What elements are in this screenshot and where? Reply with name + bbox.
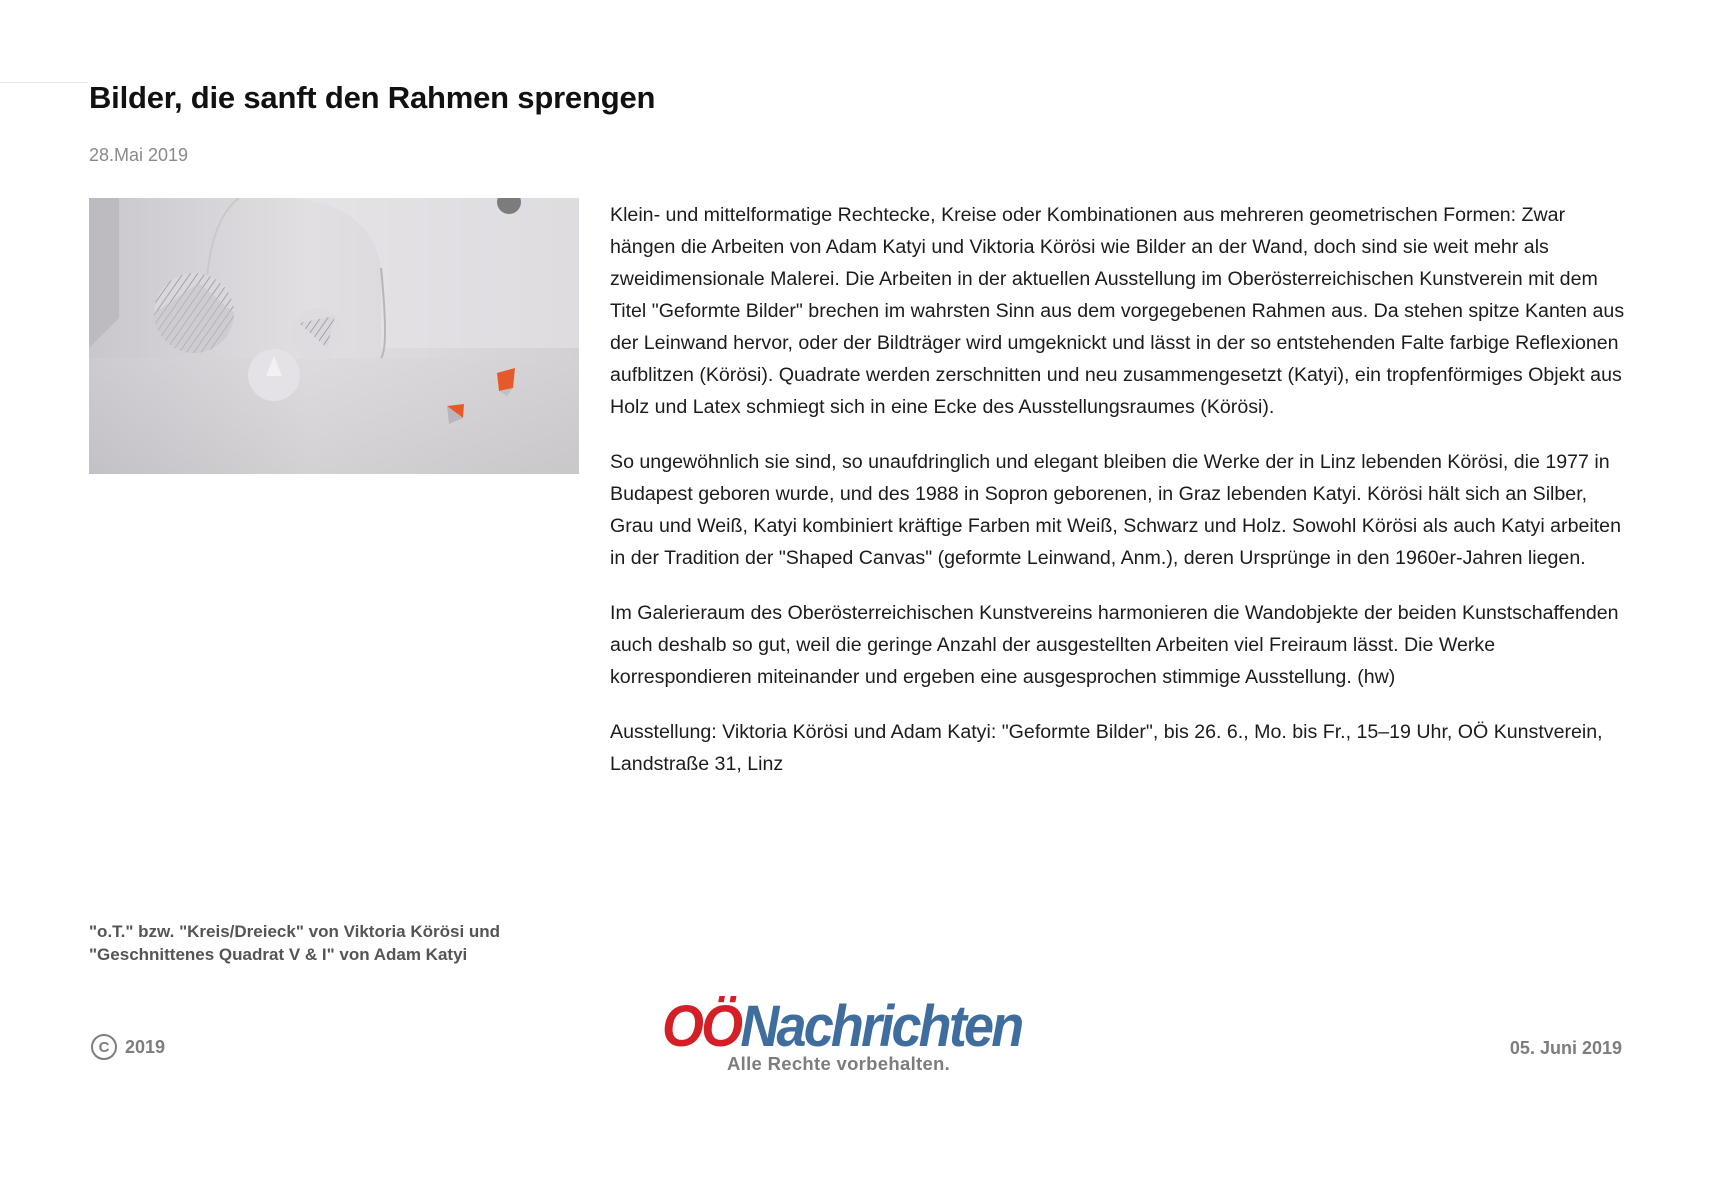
article-paragraph: So ungewöhnlich sie sind, so unaufdringlich und elegant bleiben die Werke der in Linz lebenden Körösi, die 1977 in Budapest geboren wurde, und des 1988 in Sopron geborenen, in Graz lebenden Katyi. Körösi hält sich an Silber, Grau und Weiß, Katyi kombiniert kräftige Farben mit Weiß, Schwarz und Holz. Sowohl Körösi als auch Katyi arbeiten in der Tradition der "Shaped Canvas" (geformte Leinwand, Anm.), deren Ursprünge in den 1960er-Jahren liegen. (610, 451, 1621, 569)
logo-nachrichten: Nachrichten (740, 994, 1022, 1059)
exhibition-info: Ausstellung: Viktoria Körösi und Adam Katyi: "Geformte Bilder", bis 26. 6., Mo. bis Fr., 15–19 Uhr, OÖ Kunstverein, Landstraße 31, Linz (610, 721, 1603, 775)
print-date: 05. Juni 2019 (1509, 1038, 1622, 1058)
top-divider (0, 82, 88, 83)
rights-reserved: Alle Rechte vorbehalten. (727, 1053, 951, 1074)
copyright-year: 2019 (125, 1036, 166, 1057)
copyright-icon: C (91, 1034, 117, 1060)
copyright-notice (91, 1034, 165, 1060)
logo-oo: OÖ (662, 994, 741, 1059)
logo-wordmark (662, 995, 1021, 1059)
article-date: 28.Mai 2019 (89, 145, 189, 165)
exhibition-photo (89, 198, 579, 474)
article-body (610, 199, 1630, 803)
photo-caption: "o.T." bzw. "Kreis/Dreieck" von Viktoria Körösi und "Geschnittenes Quadrat V & I" von Adam Katyi (89, 922, 501, 964)
article-paragraph: Klein- und mittelformatige Rechtecke, Kreise oder Kombinationen aus mehreren geometrischen Formen: Zwar hängen die Arbeiten von Adam Katyi und Viktoria Körösi wie Bilder an der Wand, doch sind sie weit mehr als zweidimensionale Malerei. Die Arbeiten in der aktuellen Ausstellung im Oberösterreichischen Kunstverein mit dem Titel "Geformte Bilder" brechen im wahrsten Sinn aus dem vorgegebenen Rahmen aus. Da stehen spitze Kanten aus der Leinwand hervor, oder der Bildträger wird umgeknickt und lässt in der so entstehenden Falte farbige Reflexionen aufblitzen (Körösi). Quadrate werden zerschnitten und neu zusammengesetzt (Katyi), ein tropfenförmiges Objekt aus Holz und Latex schmiegt sich in eine Ecke des Ausstellungsraumes (Körösi). (610, 204, 1625, 418)
article-paragraph: Im Galerieraum des Oberösterreichischen Kunstvereins harmonieren die Wandobjekte der beiden Kunstschaffenden auch deshalb so gut, weil die geringe Anzahl der ausgestellten Arbeiten viel Freiraum lässt. Die Werke korrespondieren miteinander und ergeben eine ausgesprochen stimmige Ausstellung. (hw) (610, 602, 1619, 688)
article-title: Bilder, die sanft den Rahmen sprengen (89, 80, 656, 115)
publisher-logo (662, 995, 1022, 1079)
